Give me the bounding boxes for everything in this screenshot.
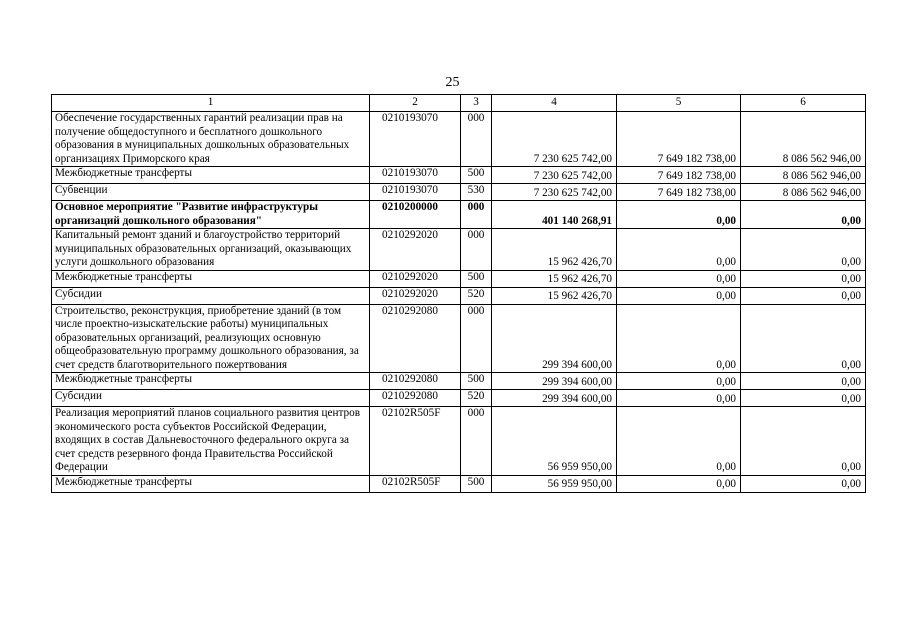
row-code-cell: 0210193070	[370, 112, 461, 167]
row-amount-year2: 0,00	[617, 373, 741, 390]
row-code-cell: 0210292080	[370, 390, 461, 407]
row-name-cell: Субсидии	[52, 390, 370, 407]
row-amount-year3: 0,00	[741, 201, 866, 229]
row-amount-year3: 0,00	[741, 390, 866, 407]
row-amount-year3: 0,00	[741, 287, 866, 304]
row-code-cell: 0210292080	[370, 373, 461, 390]
row-vr-cell: 000	[461, 304, 492, 373]
row-amount-year3: 8 086 562 946,00	[741, 184, 866, 201]
row-code-cell: 0210193070	[370, 184, 461, 201]
row-code-cell: 02102R505F	[370, 475, 461, 492]
row-vr-cell: 000	[461, 112, 492, 167]
row-amount-year1: 56 959 950,00	[492, 475, 617, 492]
row-amount-year3: 8 086 562 946,00	[741, 167, 866, 184]
row-vr-cell: 520	[461, 287, 492, 304]
row-code-cell: 0210200000	[370, 201, 461, 229]
column-header: 6	[741, 95, 866, 112]
row-amount-year1: 299 394 600,00	[492, 304, 617, 373]
row-amount-year3: 0,00	[741, 229, 866, 271]
row-vr-cell: 530	[461, 184, 492, 201]
column-header: 3	[461, 95, 492, 112]
row-amount-year1: 7 230 625 742,00	[492, 112, 617, 167]
row-name-cell: Субвенции	[52, 184, 370, 201]
row-vr-cell: 000	[461, 229, 492, 271]
row-code-cell: 0210292020	[370, 270, 461, 287]
row-name-cell: Межбюджетные трансферты	[52, 167, 370, 184]
row-amount-year2: 0,00	[617, 304, 741, 373]
row-name-cell: Капитальный ремонт зданий и благоустройство территорий муниципальных образовательных организаций, оказывающих услуги дошкольного образования	[52, 229, 370, 271]
row-amount-year1: 15 962 426,70	[492, 287, 617, 304]
row-vr-cell: 500	[461, 475, 492, 492]
column-header: 5	[617, 95, 741, 112]
row-amount-year3: 0,00	[741, 373, 866, 390]
row-amount-year3: 0,00	[741, 475, 866, 492]
row-name-cell: Межбюджетные трансферты	[52, 270, 370, 287]
row-amount-year1: 7 230 625 742,00	[492, 167, 617, 184]
column-header: 1	[52, 95, 370, 112]
column-header: 2	[370, 95, 461, 112]
row-name-cell: Обеспечение государственных гарантий реализации прав на получение общедоступного и бесплатного дошкольного образования в муниципальных дошкольных образовательных организациях Приморского края	[52, 112, 370, 167]
row-name-cell: Межбюджетные трансферты	[52, 475, 370, 492]
row-amount-year1: 299 394 600,00	[492, 390, 617, 407]
row-vr-cell: 500	[461, 270, 492, 287]
row-name-cell: Реализация мероприятий планов социального развития центров экономического роста субъектов Российской Федерации, входящих в состав Дальневосточного федерального округа за счет средств резервного фонда Правительства Российской Федерации	[52, 407, 370, 476]
row-name-cell: Основное мероприятие "Развитие инфраструктуры организаций дошкольного образования"	[52, 201, 370, 229]
row-amount-year1: 299 394 600,00	[492, 373, 617, 390]
row-code-cell: 02102R505F	[370, 407, 461, 476]
row-amount-year1: 7 230 625 742,00	[492, 184, 617, 201]
row-code-cell: 0210292080	[370, 304, 461, 373]
table-row	[52, 229, 866, 271]
row-name-cell: Строительство, реконструкция, приобретение зданий (в том числе проектно-изыскательские работы) муниципальных образовательных организаций, реализующих основную общеобразовательную программу дошкольного образования, за счет средств благотворительного пожертвования	[52, 304, 370, 373]
table-row	[52, 270, 866, 287]
row-name-cell: Межбюджетные трансферты	[52, 373, 370, 390]
row-amount-year2: 0,00	[617, 229, 741, 271]
row-amount-year3: 0,00	[741, 304, 866, 373]
row-vr-cell: 500	[461, 373, 492, 390]
table-row	[52, 390, 866, 407]
table-row	[52, 475, 866, 492]
column-header: 4	[492, 95, 617, 112]
row-amount-year2: 0,00	[617, 201, 741, 229]
row-amount-year3: 8 086 562 946,00	[741, 112, 866, 167]
row-amount-year2: 7 649 182 738,00	[617, 112, 741, 167]
table-row	[52, 407, 866, 476]
row-amount-year2: 7 649 182 738,00	[617, 184, 741, 201]
row-code-cell: 0210292020	[370, 287, 461, 304]
row-code-cell: 0210292020	[370, 229, 461, 271]
row-amount-year2: 0,00	[617, 390, 741, 407]
row-name-cell: Субсидии	[52, 287, 370, 304]
budget-table	[51, 94, 866, 493]
row-amount-year1: 15 962 426,70	[492, 229, 617, 271]
table-row	[52, 373, 866, 390]
table-row	[52, 304, 866, 373]
header-row	[52, 95, 866, 112]
row-amount-year1: 56 959 950,00	[492, 407, 617, 476]
row-amount-year2: 0,00	[617, 475, 741, 492]
row-amount-year2: 7 649 182 738,00	[617, 167, 741, 184]
row-vr-cell: 500	[461, 167, 492, 184]
table-row	[52, 287, 866, 304]
row-amount-year3: 0,00	[741, 270, 866, 287]
row-vr-cell: 520	[461, 390, 492, 407]
page-number: 25	[445, 75, 460, 90]
table-row	[52, 167, 866, 184]
row-amount-year3: 0,00	[741, 407, 866, 476]
row-amount-year2: 0,00	[617, 407, 741, 476]
row-vr-cell: 000	[461, 201, 492, 229]
row-amount-year1: 15 962 426,70	[492, 270, 617, 287]
table-row	[52, 112, 866, 167]
row-amount-year2: 0,00	[617, 287, 741, 304]
row-amount-year2: 0,00	[617, 270, 741, 287]
row-code-cell: 0210193070	[370, 167, 461, 184]
row-vr-cell: 000	[461, 407, 492, 476]
table-row	[52, 201, 866, 229]
table-row	[52, 184, 866, 201]
row-amount-year1: 401 140 268,91	[492, 201, 617, 229]
